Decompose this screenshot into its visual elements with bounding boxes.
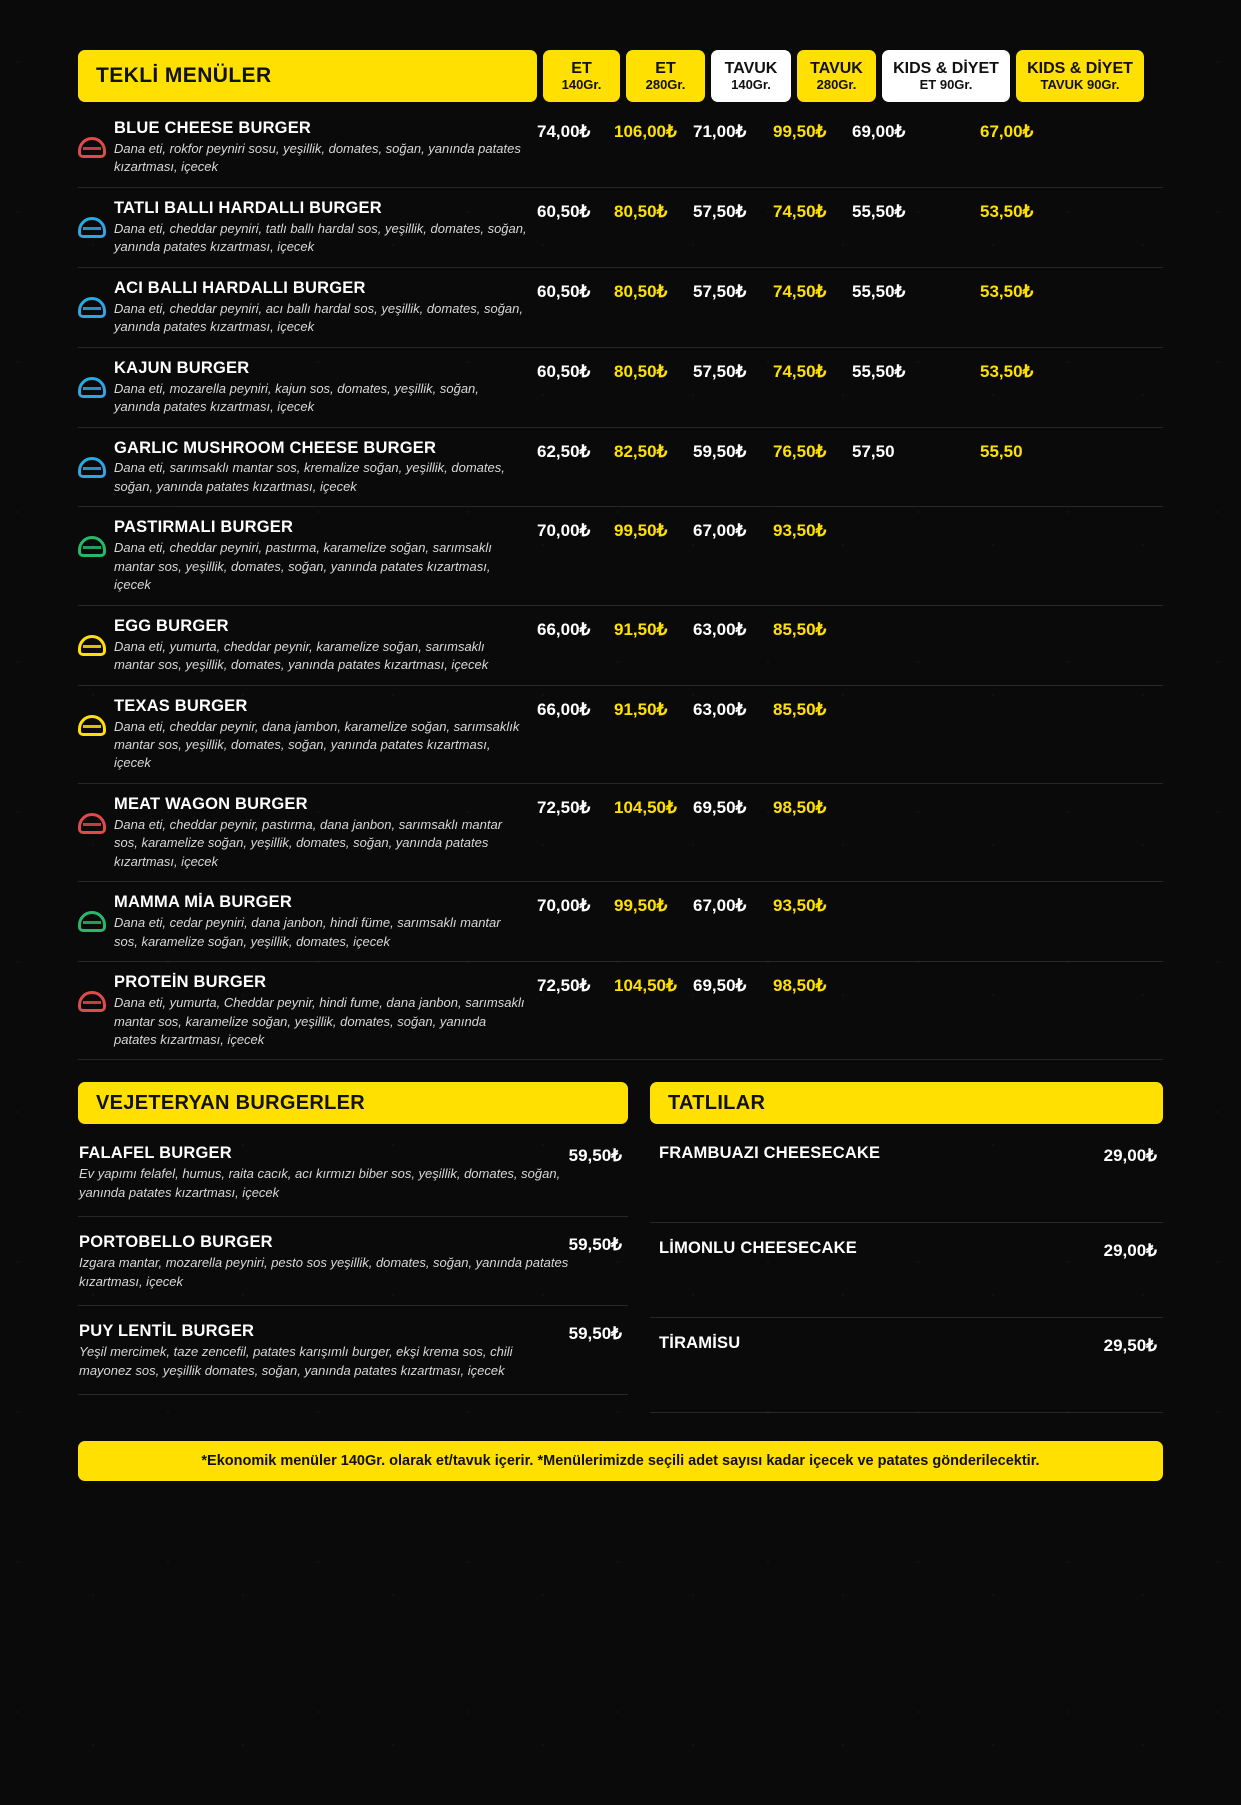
item-name-cell (650, 1334, 1104, 1355)
table-row (78, 268, 1163, 348)
price-tavuk-280: 85,50₺ (773, 699, 827, 719)
price-tavuk-140: 63,00₺ (693, 619, 747, 639)
item-name-cell (78, 1233, 569, 1291)
column-header-line1: TAVUK (724, 60, 778, 78)
item-name-cell (650, 1239, 1104, 1260)
price-tavuk-280: 76,50₺ (773, 441, 827, 461)
column-header-line1: KIDS & DİYET (1027, 60, 1133, 78)
list-item (650, 1128, 1163, 1223)
column-header-line2: 140Gr. (731, 76, 771, 92)
table-row (78, 784, 1163, 882)
price-tavuk-140: 57,50₺ (693, 361, 747, 381)
price-tavuk-280: 93,50₺ (773, 896, 827, 916)
item-name: EGG BURGER (114, 616, 229, 635)
item-icon-cell (78, 119, 114, 158)
item-icon-cell (78, 795, 114, 834)
item-description: Ev yapımı felafel, humus, raita cacık, acı kırmızı biber sos, yeşillik, domates, soğan, yanında patates kızartması, içecek (79, 1166, 561, 1200)
item-icon-cell (78, 697, 114, 736)
item-name-cell (114, 795, 537, 871)
item-price: 59,50₺ (568, 1235, 622, 1255)
bottom-section-headers (78, 1082, 1163, 1124)
menu-header-title: TEKLİ MENÜLER (78, 50, 537, 102)
price-tavuk-280: 74,50₺ (773, 281, 827, 301)
column-header-line1: KIDS & DİYET (893, 60, 999, 78)
list-item (650, 1318, 1163, 1413)
list-item (78, 1217, 628, 1306)
item-name: GARLIC MUSHROOM CHEESE BURGER (114, 438, 437, 457)
price-kids-et-90 (852, 518, 980, 521)
item-name-cell (114, 439, 537, 497)
item-description: Dana eti, mozarella peyniri, kajun sos, domates, yeşillik, soğan, yanında patates kızartması, içecek (114, 380, 479, 415)
vegetarian-list (78, 1128, 628, 1413)
column-header-tavuk-140 (711, 50, 791, 102)
price-kids-et-90: 55,50₺ (852, 361, 906, 381)
price-et-140: 74,00₺ (537, 122, 591, 141)
list-item (78, 1128, 628, 1217)
item-name: TATLI BALLI HARDALLI BURGER (114, 198, 382, 217)
item-description: Dana eti, cedar peyniri, dana janbon, hindi füme, sarımsaklı mantar sos, karamelize soğan, yeşillik, domates, içecek (114, 915, 501, 949)
item-name-cell (114, 119, 537, 177)
desserts-list (650, 1128, 1163, 1413)
item-description: Dana eti, sarımsaklı mantar sos, kremalize soğan, yeşillik, domates, soğan, yanında patates kızartması, içecek (114, 460, 505, 494)
price-tavuk-280: 98,50₺ (773, 797, 827, 817)
price-kids-tavuk-90 (980, 973, 1108, 976)
item-name: BLUE CHEESE BURGER (114, 119, 312, 137)
item-icon-cell (78, 973, 114, 1012)
item-description: Yeşil mercimek, taze zencefil, patates karışımlı burger, ekşi krema sos, chili mayonez sos, yeşillik domates, soğan, yanında patates kızartması, içecek (79, 1344, 513, 1378)
item-price: 59,50₺ (568, 1324, 622, 1344)
price-et-280: 80,50₺ (614, 201, 668, 221)
table-row (78, 348, 1163, 428)
item-description: Dana eti, cheddar peyniri, acı ballı hardal sos, yeşillik, domates, soğan, yanında patates kızartması, içecek (114, 300, 523, 335)
item-description: Dana eti, rokfor peyniri sosu, yeşillik, domates, soğan, yanında patates kızartması, içecek (114, 140, 521, 175)
column-header-line1: TAVUK (810, 60, 863, 78)
price-tavuk-280: 99,50₺ (773, 122, 827, 141)
price-et-280: 82,50₺ (614, 441, 668, 461)
price-tavuk-280: 74,50₺ (773, 201, 827, 221)
item-description: Izgara mantar, mozarella peyniri, pesto sos yeşillik, domates, soğan, yanında patates kızartması, içecek (79, 1255, 569, 1289)
item-name: FRAMBUAZI CHEESECAKE (659, 1144, 881, 1163)
price-tavuk-140: 67,00₺ (693, 896, 747, 916)
column-header-line2: ET 90Gr. (919, 76, 973, 92)
price-et-140: 72,50₺ (537, 797, 591, 817)
price-tavuk-140: 63,00₺ (693, 699, 747, 719)
price-et-280: 80,50₺ (614, 281, 668, 301)
price-et-140: 66,00₺ (537, 699, 591, 719)
item-name: TEXAS BURGER (114, 696, 248, 715)
price-et-280: 91,50₺ (614, 699, 668, 719)
item-price: 29,00₺ (1103, 1146, 1157, 1166)
price-kids-et-90 (852, 795, 980, 798)
price-et-140: 70,00₺ (537, 521, 591, 541)
table-row (78, 108, 1163, 188)
price-et-140: 60,50₺ (537, 281, 591, 301)
price-tavuk-140: 57,50₺ (693, 281, 747, 301)
price-et-280: 106,00₺ (614, 122, 677, 141)
price-et-140: 72,50₺ (537, 976, 591, 996)
column-header-line1: ET (571, 60, 592, 78)
item-icon-cell (78, 439, 114, 478)
price-kids-et-90 (852, 893, 980, 896)
item-name-cell (114, 279, 537, 337)
table-row (78, 882, 1163, 962)
price-tavuk-140: 59,50₺ (693, 441, 747, 461)
item-price: 59,50₺ (568, 1146, 622, 1166)
price-et-280: 99,50₺ (614, 896, 668, 916)
price-et-140: 60,50₺ (537, 361, 591, 381)
price-kids-tavuk-90: 53,50₺ (980, 201, 1034, 221)
item-name: LİMONLU CHEESECAKE (659, 1239, 857, 1258)
price-et-140: 62,50₺ (537, 441, 591, 461)
item-name-cell (78, 1322, 569, 1380)
item-name-cell (114, 697, 537, 773)
burger-icon (78, 457, 106, 478)
burger-icon (78, 991, 106, 1012)
price-et-140: 70,00₺ (537, 896, 591, 916)
item-icon-cell (78, 279, 114, 318)
item-description: Dana eti, cheddar peyniri, tatlı ballı hardal sos, yeşillik, domates, soğan, yanında patates kızartması, içecek (114, 220, 527, 255)
item-name: MEAT WAGON BURGER (114, 794, 308, 813)
burger-icon (78, 715, 106, 736)
section-header-desserts: TATLILAR (650, 1082, 1163, 1124)
item-icon-cell (78, 893, 114, 932)
price-kids-tavuk-90: 55,50 (980, 441, 1023, 461)
price-kids-et-90 (852, 617, 980, 620)
item-description: Dana eti, cheddar peynir, pastırma, dana janbon, sarımsaklı mantar sos, karamelize soğan, yeşillik, domates, soğan, yanında patates kızartması, içecek (114, 816, 503, 869)
burger-icon (78, 813, 106, 834)
price-kids-tavuk-90 (980, 518, 1108, 521)
burger-icon (78, 911, 106, 932)
column-header-kids-et-90 (882, 50, 1010, 102)
item-name-cell (78, 1144, 569, 1202)
table-row (78, 686, 1163, 784)
burger-icon (78, 635, 106, 656)
item-icon-cell (78, 518, 114, 557)
column-header-line2: 140Gr. (561, 76, 602, 92)
item-name-cell (114, 199, 537, 257)
menu-page (0, 50, 1241, 1805)
item-name-cell (114, 893, 537, 951)
column-header-line1: ET (655, 60, 676, 78)
item-name-cell (650, 1144, 1104, 1165)
price-tavuk-280: 85,50₺ (773, 619, 827, 639)
table-row (78, 507, 1163, 605)
price-tavuk-280: 74,50₺ (773, 361, 827, 381)
item-description: Dana eti, yumurta, cheddar peynir, karamelize soğan, sarımsaklı mantar sos, yeşillik, domates, yanında patates kızartması, içecek (114, 638, 489, 673)
price-kids-tavuk-90 (980, 893, 1108, 896)
price-kids-et-90: 69,00₺ (852, 122, 906, 141)
bottom-columns (78, 1128, 1163, 1413)
price-tavuk-280: 93,50₺ (773, 521, 827, 541)
burger-icon (78, 137, 106, 158)
item-description: Dana eti, cheddar peyniri, pastırma, karamelize soğan, sarımsaklı mantar sos, yeşillik, domates, soğan, yanında patates kızartması, içecek (114, 540, 492, 593)
item-icon-cell (78, 199, 114, 238)
price-kids-tavuk-90: 53,50₺ (980, 361, 1034, 381)
column-header-et-280 (626, 50, 705, 102)
item-name: MAMMA MİA BURGER (114, 893, 292, 912)
price-et-280: 104,50₺ (614, 797, 677, 817)
burger-icon (78, 297, 106, 318)
item-name-cell (114, 973, 537, 1049)
item-price: 29,50₺ (1103, 1336, 1157, 1356)
table-row (78, 428, 1163, 508)
list-item (650, 1223, 1163, 1318)
item-name: PORTOBELLO BURGER (79, 1233, 273, 1252)
price-et-140: 60,50₺ (537, 201, 591, 221)
item-name-cell (114, 518, 537, 594)
table-row (78, 188, 1163, 268)
burger-icon (78, 377, 106, 398)
item-price: 29,00₺ (1103, 1241, 1157, 1261)
item-name-cell (114, 617, 537, 675)
item-name: ACI BALLI HARDALLI BURGER (114, 278, 366, 297)
table-row (78, 962, 1163, 1060)
price-kids-tavuk-90 (980, 617, 1108, 620)
column-header-kids-tavuk-90 (1016, 50, 1144, 102)
column-header-line2: TAVUK 90Gr. (1040, 76, 1120, 92)
burger-icon (78, 217, 106, 238)
price-tavuk-140: 71,00₺ (693, 122, 747, 141)
item-name: KAJUN BURGER (114, 358, 250, 377)
column-header-tavuk-280 (797, 50, 876, 102)
table-row (78, 606, 1163, 686)
price-tavuk-280: 98,50₺ (773, 976, 827, 996)
price-kids-tavuk-90 (980, 795, 1108, 798)
section-header-vegetarian: VEJETERYAN BURGERLER (78, 1082, 628, 1124)
price-kids-tavuk-90: 67,00₺ (980, 122, 1034, 141)
item-name: TİRAMİSU (659, 1334, 741, 1353)
price-et-280: 80,50₺ (614, 361, 668, 381)
menu-items-table (78, 108, 1163, 1060)
price-kids-tavuk-90 (980, 697, 1108, 700)
price-et-140: 66,00₺ (537, 619, 591, 639)
column-header-line2: 280Gr. (645, 76, 686, 92)
price-kids-et-90 (852, 697, 980, 700)
price-et-280: 99,50₺ (614, 521, 668, 541)
price-tavuk-140: 67,00₺ (693, 521, 747, 541)
price-kids-et-90: 55,50₺ (852, 281, 906, 301)
item-name: PASTIRMALI BURGER (114, 518, 294, 537)
price-et-280: 104,50₺ (614, 976, 677, 996)
column-header-line2: 280Gr. (816, 76, 857, 92)
menu-header (78, 50, 1163, 102)
price-tavuk-140: 69,50₺ (693, 797, 747, 817)
item-description: Dana eti, yumurta, Cheddar peynir, hindi fume, dana janbon, sarımsaklı mantar sos, karamelize soğan, yeşillik, domates, soğan, yanında patates kızartması, içecek (114, 995, 525, 1047)
price-tavuk-140: 57,50₺ (693, 201, 747, 221)
item-icon-cell (78, 359, 114, 398)
price-kids-et-90: 55,50₺ (852, 201, 906, 221)
price-et-280: 91,50₺ (614, 619, 668, 639)
burger-icon (78, 536, 106, 557)
price-kids-et-90 (852, 973, 980, 976)
item-name: PROTEİN BURGER (114, 973, 267, 992)
item-icon-cell (78, 617, 114, 656)
item-name: PUY LENTİL BURGER (79, 1322, 255, 1341)
item-name-cell (114, 359, 537, 417)
footer-note: *Ekonomik menüler 140Gr. olarak et/tavuk içerir. *Menülerimizde seçili adet sayısı kadar içecek ve patates gönderilecektir. (78, 1441, 1163, 1481)
list-item (78, 1306, 628, 1395)
price-kids-tavuk-90: 53,50₺ (980, 281, 1034, 301)
item-name: FALAFEL BURGER (79, 1144, 232, 1163)
item-description: Dana eti, cheddar peynir, dana jambon, karamelize soğan, sarımsaklık mantar sos, yeşillik, domates, soğan, yanında patates kızartması, içecek (114, 718, 520, 771)
price-tavuk-140: 69,50₺ (693, 976, 747, 996)
price-kids-et-90: 57,50 (852, 441, 895, 461)
column-header-et-140 (543, 50, 620, 102)
